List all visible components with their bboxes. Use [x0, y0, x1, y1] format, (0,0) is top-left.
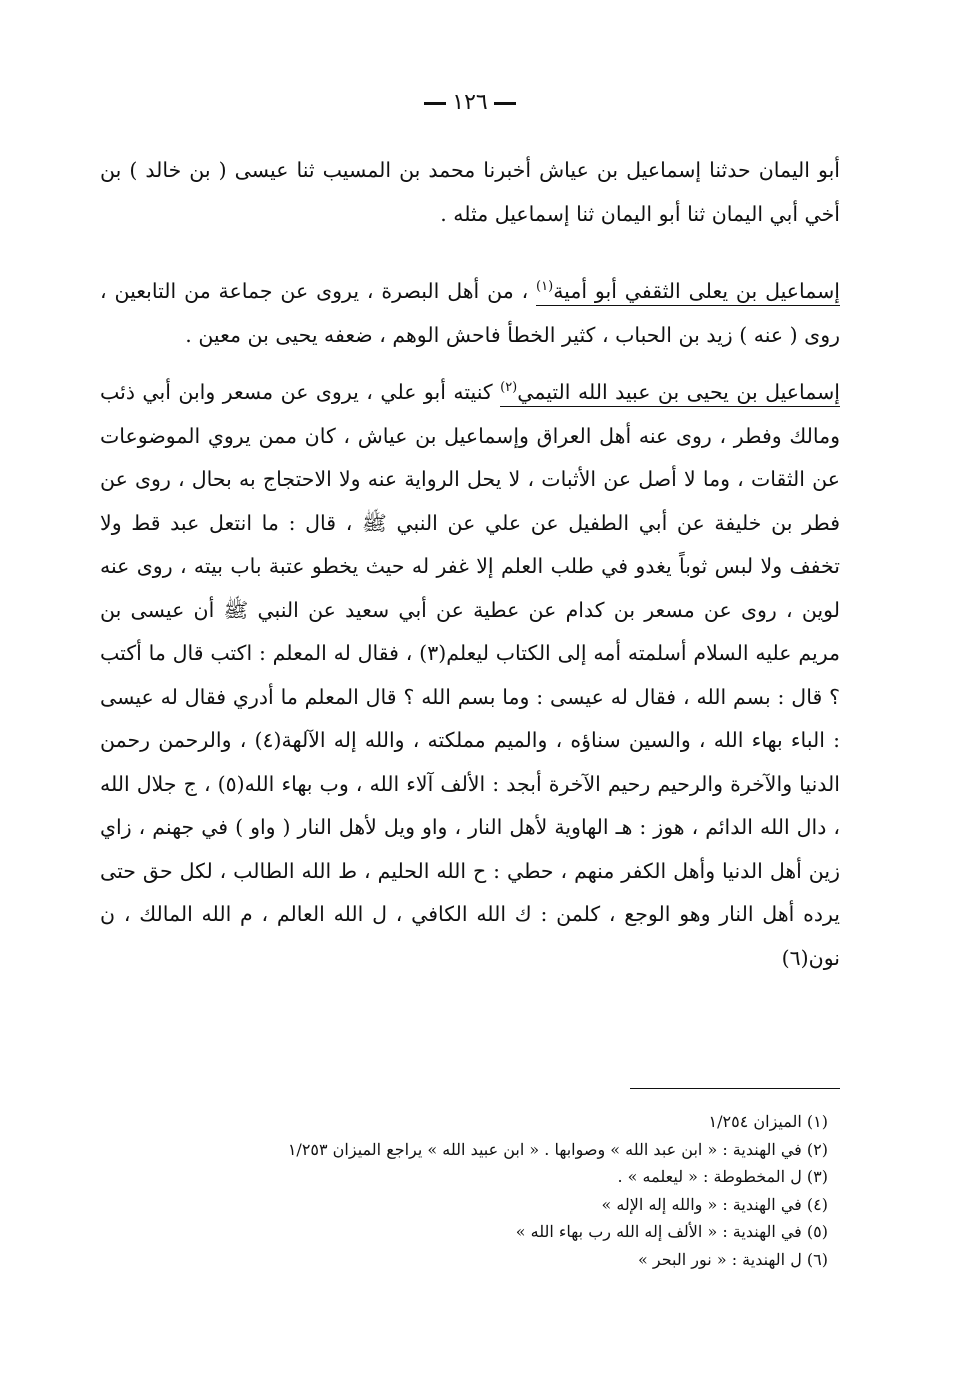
entry-heading — [536, 279, 840, 306]
footnote-5: (٥) في الهندية : « الألف إله الله رب بهاء الله » — [515, 1222, 828, 1241]
entry-heading — [500, 380, 840, 407]
entry-heading-text: إسماعيل بن يحيى بن عبيد الله التيمي — [517, 380, 841, 404]
entry-text: كنيته أبو علي ، يروى عن مسعر وابن أبي ذئب ومالك وفطر ، روى عنه أهل العراق وإسماعيل بن عياش ، كان ممن يروي الموضوعات عن الثقات ، وما لا أصل عن الأثبات ، لا يحل الرواية عنه ولا الاحتجاج به بحال ، روى عن فطر بن خليفة عن أبي الطفيل عن علي عن النبي ﷺ ، قال : ما انتعل عبد قط ولا تخفف ولا لبس ثوباً يغدو في طلب العلم إلا غفر له حيث يخطو عتبة باب بيته ، روى عنه لوين ، روى عن مسعر بن كدام عن عطية عن أبي سعيد عن النبي ﷺ أن عيسى بن مريم عليه السلام أسلمته أمه إلى الكتاب ليعلم(٣) ، فقال له المعلم : اكتب قال ما أكتب ؟ قال : بسم الله ، فقال له عيسى : وما بسم الله ؟ قال المعلم ما أدري فقال له عيسى : الباء بهاء الله ، والسين سناؤه ، والميم مملكته ، والله إله الآلهة(٤) ، والرحمن رحمن الدنيا والآخرة والرحيم رحيم الآخرة أبجد : الألف آلاء الله ، وب بهاء الله(٥) ، ج جلال الله ، دال الله الدائم ، هوز : هـ الهاوية لأهل النار ، واو ويل لأهل النار ( واو ) في جهنم ، زاي زين أهل الدنيا وأهل الكفر منهم ، حطي : ح الله الحليم ، ط الله الطالب ، لكل حق حتى يرده أهل النار وهو الوجع ، كلمن : ك الله الكافي ، ل الله العالم ، م الله المالك ، ن نون(٦) — [100, 380, 841, 970]
footnote-2: (٢) في الهندية : « ابن عبد الله » وصوابها . « ابن عبيد الله » يراجع الميزان ١/٢٥٣ — [287, 1139, 828, 1159]
entry-heading-text: إسماعيل بن يعلى الثقفي أبو أمية — [553, 279, 840, 303]
entry-text: ، من أهل البصرة ، يروى عن جماعة من التابعين ، روى ( عنه ) زيد بن الحباب ، كثير الخطأ فاحش الوهم ، ضعفه يحيى بن معين . — [100, 279, 840, 347]
page-number-dash-right — [494, 102, 516, 105]
page-number-text: ١٢٦ — [452, 90, 488, 115]
page-number — [100, 90, 840, 115]
footnotes-list — [128, 1108, 828, 1273]
entry-ismail-ibn-yala — [100, 270, 840, 357]
footnote-6: (٦) ل الهندية : « نور البحر » — [638, 1249, 828, 1269]
document-page — [100, 80, 840, 1320]
footnote-3: (٣) ل المخطوطة : « ليعلمه » . — [617, 1167, 828, 1186]
paragraph-continuation — [100, 149, 840, 236]
entry-ismail-ibn-yahya — [100, 371, 840, 980]
page-number-dash-left — [424, 102, 446, 105]
paragraph-text: أبو اليمان حدثنا إسماعيل بن عياش أخبرنا محمد بن المسيب ثنا عيسى ( بن خالد ) بن أخي أبي اليمان ثنا أبو اليمان ثنا إسماعيل مثله . — [100, 158, 840, 226]
footnote-1: (١) الميزان ١/٢٥٤ — [708, 1112, 828, 1131]
footnote-ref: (١) — [536, 279, 554, 295]
footnote-4: (٤) في الهندية : « والله إله الإله » — [601, 1194, 828, 1214]
footnote-ref: (٢) — [500, 380, 518, 396]
paragraph-gap — [100, 357, 840, 371]
paragraph-gap — [100, 236, 840, 270]
footnote-separator — [630, 1088, 840, 1089]
